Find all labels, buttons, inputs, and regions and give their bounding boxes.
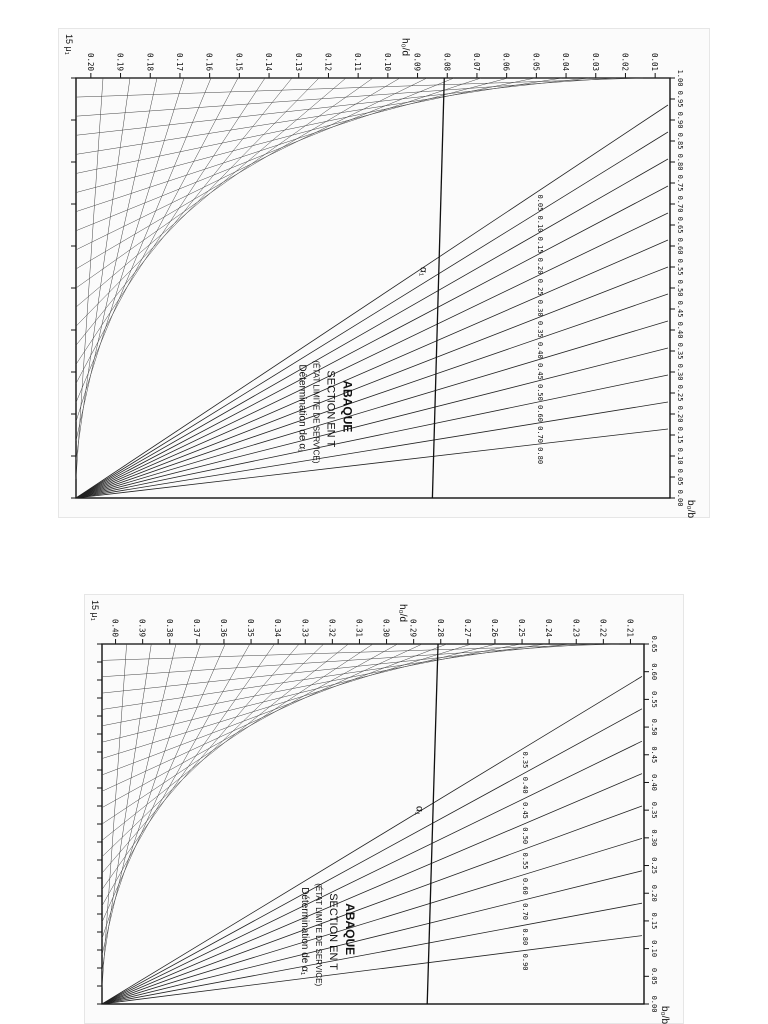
chart-subtitle: SECTION EN T	[324, 370, 337, 448]
alpha-curve-label: 0.35	[521, 751, 530, 769]
b0-tick-label: 0.45	[676, 300, 684, 318]
alpha-curve	[76, 402, 668, 498]
alpha-curve	[76, 132, 668, 498]
axis-top-label: b₀/b	[659, 1006, 670, 1024]
h0-tick-label: 0.33	[300, 618, 310, 637]
b0-tick-label: 0.05	[676, 468, 684, 486]
h0-tick-label: 0.07	[471, 52, 481, 71]
b0-tick-label: 0.60	[650, 663, 658, 681]
h0-tick-label: 0.10	[382, 52, 392, 71]
mesh-line	[76, 78, 211, 403]
h0-tick-label: 0.26	[489, 618, 499, 637]
mesh-line	[102, 644, 176, 955]
b0-tick-label: 0.25	[650, 857, 658, 874]
h0-tick-label: 0.02	[620, 52, 630, 71]
h0-tick-label: 0.13	[293, 52, 303, 71]
alpha-curve-label: 0.90	[521, 953, 530, 971]
alpha-curve-label: 0.60	[521, 877, 530, 895]
abaque-plot-top	[58, 28, 710, 518]
abaque-chart-bottom	[84, 594, 684, 1024]
h0-tick-label: 0.23	[571, 618, 581, 637]
h0-tick-label: 0.40	[110, 618, 120, 637]
b0-tick-label: 0.45	[650, 746, 658, 764]
mesh-line	[76, 78, 292, 345]
alpha-curve-label: 0.05	[535, 194, 544, 212]
h0-tick-label: 0.28	[435, 618, 445, 637]
h0-tick-label: 0.05	[531, 52, 541, 71]
alpha-curve-label: 0.80	[535, 447, 544, 465]
h0-tick-label: 0.12	[323, 52, 333, 71]
alpha-curve-label: 0.50	[535, 384, 544, 401]
alpha-curve	[76, 375, 668, 498]
b0-tick-label: 0.05	[650, 967, 658, 985]
h0-tick-label: 0.32	[327, 618, 337, 637]
h0-tick-label: 0.35	[246, 618, 256, 637]
b0-tick-label: 0.20	[676, 405, 684, 423]
alpha-curve-label: 0.45	[521, 802, 530, 819]
b0-tick-label: 0.35	[676, 342, 684, 360]
chart-note: (ÉTAT LIMITE DE SERVICE)	[313, 883, 323, 987]
h0-tick-label: 0.27	[462, 618, 472, 637]
b0-tick-label: 0.65	[650, 635, 658, 653]
alpha-curve-label: 0.55	[521, 852, 530, 870]
alpha-curve	[76, 213, 668, 498]
b0-tick-label: 0.20	[650, 884, 658, 902]
abaque-chart-top-rotated	[58, 28, 710, 518]
mesh-line	[102, 644, 373, 824]
b0-tick-label: 0.10	[650, 940, 658, 958]
mesh-line	[76, 78, 157, 441]
h0-tick-label: 0.25	[517, 618, 527, 637]
alpha-curve-label: 0.60	[535, 405, 544, 422]
alpha-annotation: α₁	[417, 267, 429, 277]
axis-left-label: h₀/d	[397, 604, 409, 623]
h0-tick-label: 0.31	[354, 618, 364, 637]
axis-left-label: h₀/d	[399, 38, 411, 57]
b0-tick-label: 0.30	[676, 363, 684, 381]
alpha-curve-label: 0.30	[535, 299, 544, 317]
h0-tick-label: 0.22	[598, 618, 608, 637]
chart-determination: Détermination de α₁	[296, 364, 308, 453]
plot-frame	[76, 78, 670, 498]
b0-tick-label: 0.55	[676, 258, 684, 276]
b0-tick-label: 0.40	[676, 321, 684, 339]
alpha-curve	[76, 240, 668, 498]
b0-tick-label: 0.90	[676, 111, 684, 129]
chart-title: ABAQUE	[340, 380, 355, 433]
alpha-curve-label: 0.20	[535, 257, 544, 275]
mesh-line	[102, 644, 127, 988]
h0-tick-label: 0.34	[273, 618, 283, 637]
b0-tick-label: 0.95	[676, 90, 684, 108]
b0-tick-label: 0.30	[650, 829, 658, 847]
b0-tick-label: 0.60	[676, 237, 684, 255]
b0-tick-label: 0.40	[650, 774, 658, 791]
alpha-curve	[102, 709, 642, 1004]
alpha-curve-label: 0.40	[535, 341, 544, 359]
b0-tick-label: 0.25	[676, 384, 684, 402]
abaque-plot-bottom	[84, 594, 684, 1024]
alpha-curve	[102, 741, 642, 1004]
plot-frame	[102, 644, 644, 1004]
chart-note: (ÉTAT LIMITE DE SERVICE)	[311, 360, 321, 464]
h0-tick-label: 0.17	[174, 52, 184, 71]
alpha-curve	[76, 348, 668, 498]
b0-tick-label: 0.55	[650, 690, 658, 708]
alpha-curve-label: 0.70	[535, 426, 544, 443]
b0-tick-label: 0.75	[676, 174, 684, 192]
chart-title: ABAQUE	[342, 903, 357, 956]
mesh-line	[102, 644, 250, 906]
h0-tick-label: 0.06	[501, 52, 511, 71]
h0-tick-label: 0.20	[85, 52, 95, 71]
alpha-curve	[102, 806, 642, 1004]
h0-tick-label: 0.29	[408, 618, 418, 637]
h0-tick-label: 0.21	[625, 618, 635, 637]
b0-tick-label: 0.85	[676, 132, 684, 150]
chart-subtitle: SECTION EN T	[326, 893, 339, 971]
mesh-line	[76, 78, 346, 307]
mesh-line	[102, 644, 225, 922]
b0-tick-label: 0.50	[676, 279, 684, 297]
b0-tick-label: 0.00	[676, 489, 684, 507]
h0-tick-label: 0.36	[218, 618, 228, 637]
abaque-chart-bottom-rotated	[84, 594, 684, 1024]
alpha-curve	[102, 903, 642, 1004]
mesh-line	[102, 644, 348, 840]
h0-tick-label: 0.01	[650, 52, 660, 71]
h0-tick-label: 0.03	[590, 52, 600, 71]
b0-tick-label: 0.10	[676, 447, 684, 465]
chart-determination: Détermination de α₁	[298, 887, 310, 976]
axis-bottom-label: 15 μ₁	[90, 600, 100, 621]
alpha-curve	[76, 186, 668, 498]
h0-tick-label: 0.18	[145, 52, 155, 71]
alpha-curve	[102, 676, 642, 1004]
h0-tick-label: 0.08	[442, 52, 452, 71]
alpha-curve	[76, 321, 668, 498]
construction-line	[427, 644, 438, 1004]
abaque-chart-top	[58, 28, 710, 518]
mesh-line	[76, 78, 103, 479]
mesh-line	[102, 644, 151, 971]
mesh-line	[76, 78, 130, 460]
h0-tick-label: 0.09	[412, 52, 422, 71]
alpha-curve	[76, 159, 668, 498]
b0-tick-label: 0.15	[650, 912, 658, 930]
h0-tick-label: 0.30	[381, 618, 391, 637]
h0-tick-label: 0.15	[234, 52, 244, 71]
axis-bottom-label: 15 μ₁	[64, 34, 74, 55]
b0-tick-label: 0.65	[676, 216, 684, 234]
h0-tick-label: 0.24	[544, 618, 554, 637]
mesh-line	[76, 78, 373, 288]
mesh-line	[102, 644, 201, 939]
alpha-curve	[102, 838, 642, 1004]
b0-tick-label: 0.70	[676, 195, 684, 213]
alpha-annotation: α₁	[413, 806, 425, 816]
h0-tick-label: 0.11	[353, 52, 363, 71]
b0-tick-label: 1.00	[676, 69, 684, 87]
b0-tick-label: 0.80	[676, 153, 684, 171]
alpha-curve-label: 0.80	[521, 928, 530, 946]
b0-tick-label: 0.15	[676, 426, 684, 444]
h0-tick-label: 0.39	[137, 618, 147, 637]
alpha-curve-label: 0.35	[535, 320, 544, 338]
alpha-curve-label: 0.40	[521, 776, 530, 794]
alpha-curve	[102, 871, 642, 1004]
h0-tick-label: 0.38	[164, 618, 174, 637]
h0-tick-label: 0.37	[191, 618, 201, 637]
h0-tick-label: 0.16	[204, 52, 214, 71]
alpha-curve-label: 0.10	[535, 215, 544, 233]
h0-tick-label: 0.04	[561, 52, 571, 71]
alpha-curve	[76, 294, 668, 498]
alpha-curve-label: 0.15	[535, 236, 544, 254]
h0-tick-label: 0.19	[115, 52, 125, 71]
alpha-curve-label: 0.45	[535, 362, 544, 380]
h0-tick-label: 0.14	[264, 52, 274, 71]
alpha-curve-label: 0.50	[521, 827, 530, 845]
b0-tick-label: 0.35	[650, 801, 658, 819]
alpha-curve-label: 0.70	[521, 903, 530, 920]
b0-tick-label: 0.00	[650, 995, 658, 1013]
mesh-line	[76, 78, 238, 383]
axis-top-label: b₀/b	[685, 500, 696, 519]
mesh-line	[102, 644, 299, 873]
alpha-curve-label: 0.25	[535, 278, 544, 296]
b0-tick-label: 0.50	[650, 718, 658, 736]
mesh-line	[76, 78, 184, 422]
